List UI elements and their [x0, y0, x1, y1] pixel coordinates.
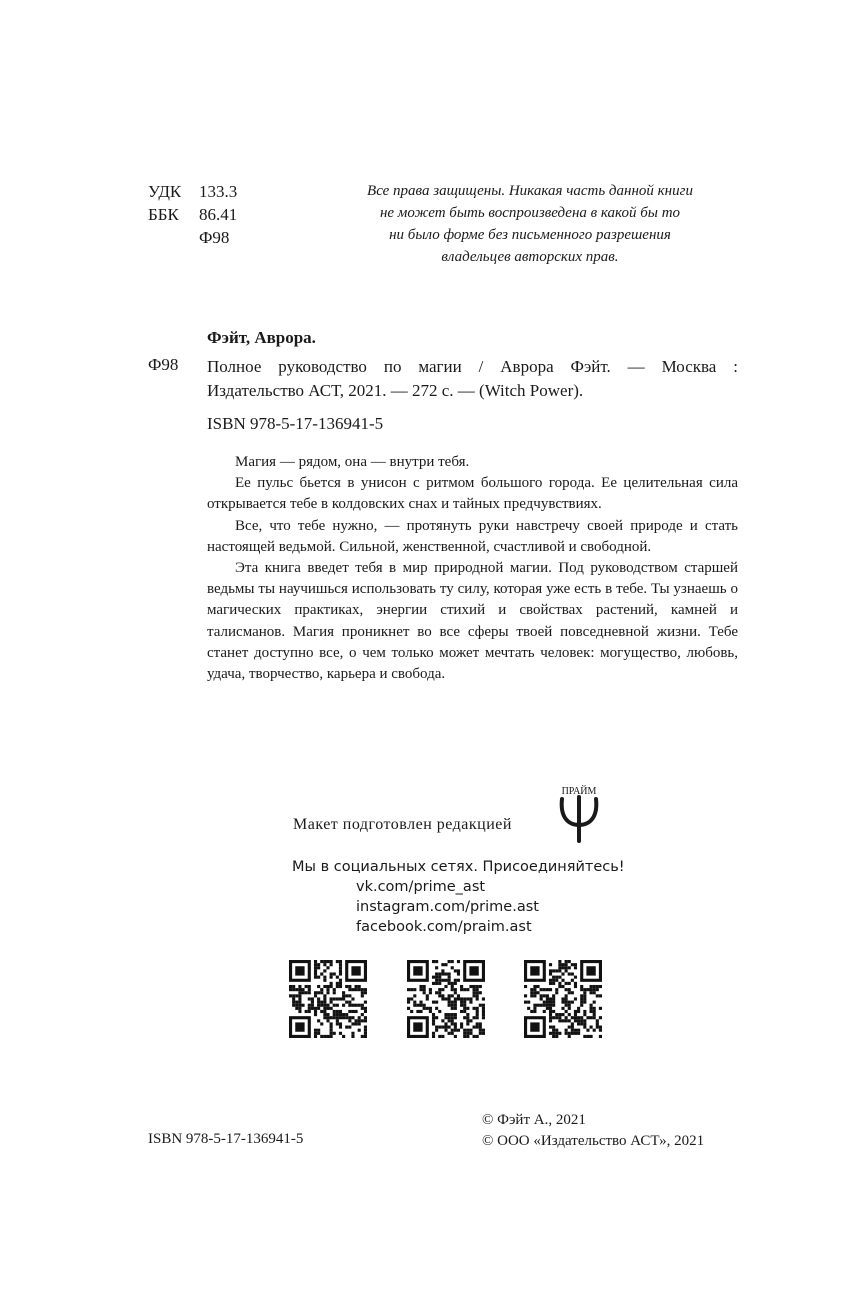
rights-line: ни было форме без письменного разрешения — [389, 227, 671, 243]
bbk-row — [148, 203, 237, 226]
cutter-row — [148, 226, 237, 249]
social-link-instagram[interactable]: instagram.com/prime.ast — [356, 899, 539, 915]
udk-row — [148, 180, 237, 203]
psi-trident-icon — [562, 797, 597, 841]
prime-logo — [554, 783, 604, 843]
qr-code-icon[interactable] — [407, 960, 485, 1038]
annotation-paragraph: Ее пульс бьется в унисон с ритмом большого города. Ее целительная сила открывается тебе в колдовских снах и тайных предчувствиях. — [207, 475, 738, 513]
social-block — [292, 857, 625, 937]
bibliographic-line: Полное руководство по магии / Аврора Фэйт. — Москва : — [207, 357, 738, 376]
qr-code-icon[interactable] — [289, 960, 367, 1038]
isbn: ISBN 978-5-17-136941-5 — [207, 414, 384, 433]
udk-value: 133.3 — [199, 182, 238, 201]
classification-block — [148, 180, 237, 249]
bbk-value: 86.41 — [199, 205, 238, 224]
copyright-publisher: © ООО «Издательство АСТ», 2021 — [482, 1133, 705, 1149]
annotation-paragraph: Все, что тебе нужно, — протянуть руки навстречу своей природе и стать настоящей ведьмой. Сильной, женственной, счастливой и свободной. — [207, 517, 738, 555]
cutter-code: Ф98 — [199, 228, 230, 247]
rights-notice — [330, 180, 730, 268]
annotation-paragraph: Эта книга введет тебя в мир природной магии. Под руководством старшей ведьмы ты научишься использовать ту силу, которая уже есть в тебе. Ты узнаешь о магических практиках, энергии стихий и свойствах растений, камней и талисманов. Магия проникнет во все сферы твоей повседневной жизни. Тебе станет доступно все, о чем только может мечтать человек: могущество, любовь, удача, творчество, карьера и свобода. — [207, 560, 738, 683]
social-link-facebook[interactable]: facebook.com/praim.ast — [356, 919, 532, 935]
rights-line: не может быть воспроизведена в какой бы то — [379, 205, 681, 221]
rights-line: владельцев авторских прав. — [441, 249, 619, 265]
bbk-label: ББК — [148, 205, 179, 224]
rights-line: Все права защищены. Никакая часть данной книги — [367, 183, 693, 199]
qr-code-icon[interactable] — [524, 960, 602, 1038]
annotation-paragraph: Магия — рядом, она — внутри тебя. — [235, 454, 470, 470]
bibliographic-line: Издательство АСТ, 2021. — 272 с. — (Witch Power). — [207, 381, 584, 400]
logo-text: ПРАЙМ — [561, 786, 597, 797]
bibliographic-description — [207, 355, 738, 403]
author-heading: Фэйт, Аврора. — [207, 328, 316, 347]
annotation — [207, 452, 738, 685]
social-heading: Мы в социальных сетях. Присоединяйтесь! — [292, 859, 625, 875]
udk-label: УДК — [148, 182, 182, 201]
isbn-footer: ISBN 978-5-17-136941-5 — [148, 1131, 304, 1147]
social-link-vk[interactable]: vk.com/prime_ast — [356, 879, 486, 895]
copyright-author: © Фэйт А., 2021 — [482, 1112, 586, 1128]
copyright-block — [482, 1110, 704, 1152]
bibliographic-cutter: Ф98 — [148, 355, 179, 374]
imprint-text: Макет подготовлен редакцией — [293, 816, 512, 833]
